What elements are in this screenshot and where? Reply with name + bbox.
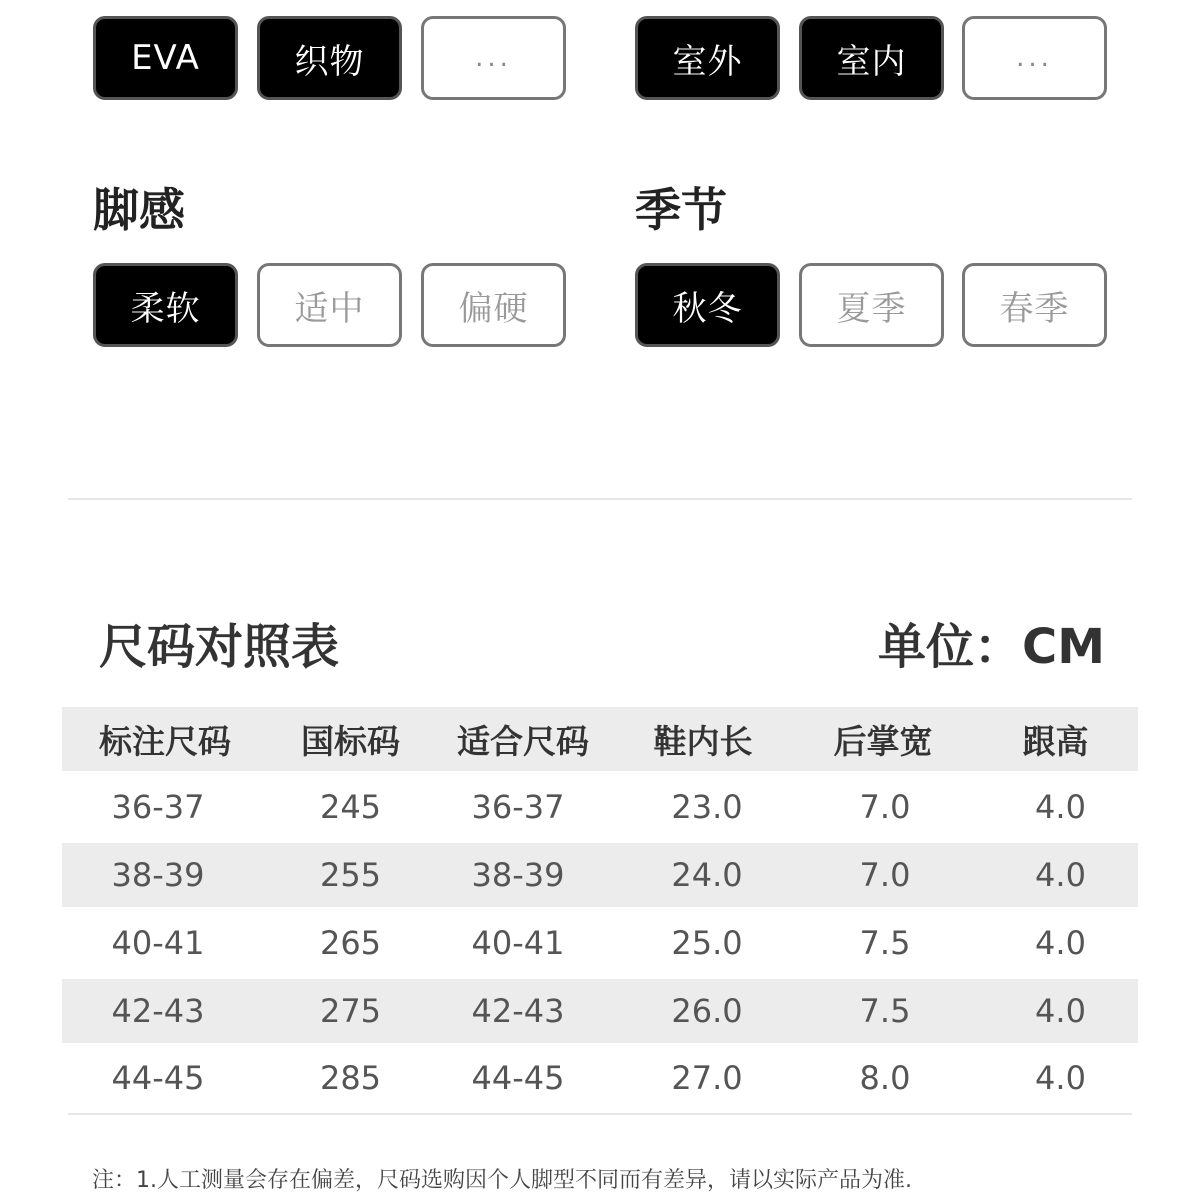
cell-heel-height: 4.0 (1035, 924, 1086, 962)
cell-marked-size: 42-43 (111, 992, 205, 1030)
size-table-header (62, 707, 1138, 771)
table-row (62, 1043, 1138, 1113)
cell-marked-size: 40-41 (111, 924, 205, 962)
size-note: 注：1.人工测量会存在偏差，尺码选购因个人脚型不同而有差异，请以实际产品为准. (92, 1168, 912, 1193)
header-heel-height: 跟高 (1022, 721, 1089, 761)
header-inner-length: 鞋内长 (653, 721, 753, 761)
chip-material-more[interactable]: ... (421, 16, 566, 100)
cell-national-size: 285 (319, 1059, 382, 1097)
chip-season-spring[interactable]: 春季 (962, 263, 1107, 347)
header-fit-size: 适合尺码 (457, 721, 589, 761)
cell-national-size: 255 (319, 856, 382, 894)
season-title: 季节 (635, 183, 727, 237)
table-row (62, 843, 1138, 907)
cell-national-size: 275 (319, 992, 382, 1030)
cell-heel-height: 4.0 (1035, 992, 1086, 1030)
cell-fit-size: 36-37 (471, 788, 565, 826)
cell-inner-length: 27.0 (671, 1059, 743, 1097)
unit-label: 单位：CM (878, 619, 1105, 675)
cell-fit-size: 38-39 (471, 856, 565, 894)
chip-season-autumn-winter[interactable]: 秋冬 (635, 263, 780, 347)
cell-inner-length: 24.0 (671, 856, 743, 894)
cell-heel-width: 7.5 (859, 924, 911, 962)
cell-fit-size: 42-43 (471, 992, 565, 1030)
cell-inner-length: 23.0 (671, 788, 743, 826)
table-row (62, 771, 1138, 843)
cell-heel-width: 7.0 (859, 856, 911, 894)
cell-national-size: 245 (319, 788, 382, 826)
cell-marked-size: 36-37 (111, 788, 205, 826)
chip-scene-indoor[interactable]: 室内 (799, 16, 944, 100)
cell-fit-size: 40-41 (471, 924, 565, 962)
chip-comfort-firm[interactable]: 偏硬 (421, 263, 566, 347)
chip-material-eva[interactable]: EVA (93, 16, 238, 100)
chip-season-summer[interactable]: 夏季 (799, 263, 944, 347)
cell-heel-height: 4.0 (1035, 856, 1086, 894)
cell-inner-length: 26.0 (671, 992, 743, 1030)
chip-scene-outdoor[interactable]: 室外 (635, 16, 780, 100)
cell-heel-height: 4.0 (1035, 1059, 1086, 1097)
cell-heel-width: 7.0 (859, 788, 911, 826)
table-row (62, 979, 1138, 1043)
table-row (62, 907, 1138, 979)
header-marked-size: 标注尺码 (99, 721, 231, 761)
cell-inner-length: 25.0 (671, 924, 743, 962)
chip-comfort-soft[interactable]: 柔软 (93, 263, 238, 347)
comfort-title: 脚感 (93, 183, 185, 237)
cell-heel-width: 8.0 (859, 1059, 911, 1097)
table-bottom-divider (68, 1113, 1132, 1115)
cell-heel-height: 4.0 (1035, 788, 1086, 826)
section-divider (68, 498, 1132, 500)
chip-scene-more[interactable]: ... (962, 16, 1107, 100)
cell-heel-width: 7.5 (859, 992, 911, 1030)
header-national-size: 国标码 (301, 721, 400, 761)
cell-marked-size: 38-39 (111, 856, 205, 894)
cell-national-size: 265 (319, 924, 382, 962)
size-chart-title: 尺码对照表 (99, 619, 340, 675)
cell-fit-size: 44-45 (471, 1059, 565, 1097)
chip-comfort-medium[interactable]: 适中 (257, 263, 402, 347)
chip-material-fabric[interactable]: 织物 (257, 16, 402, 100)
cell-marked-size: 44-45 (111, 1059, 205, 1097)
header-heel-width: 后掌宽 (833, 721, 933, 761)
